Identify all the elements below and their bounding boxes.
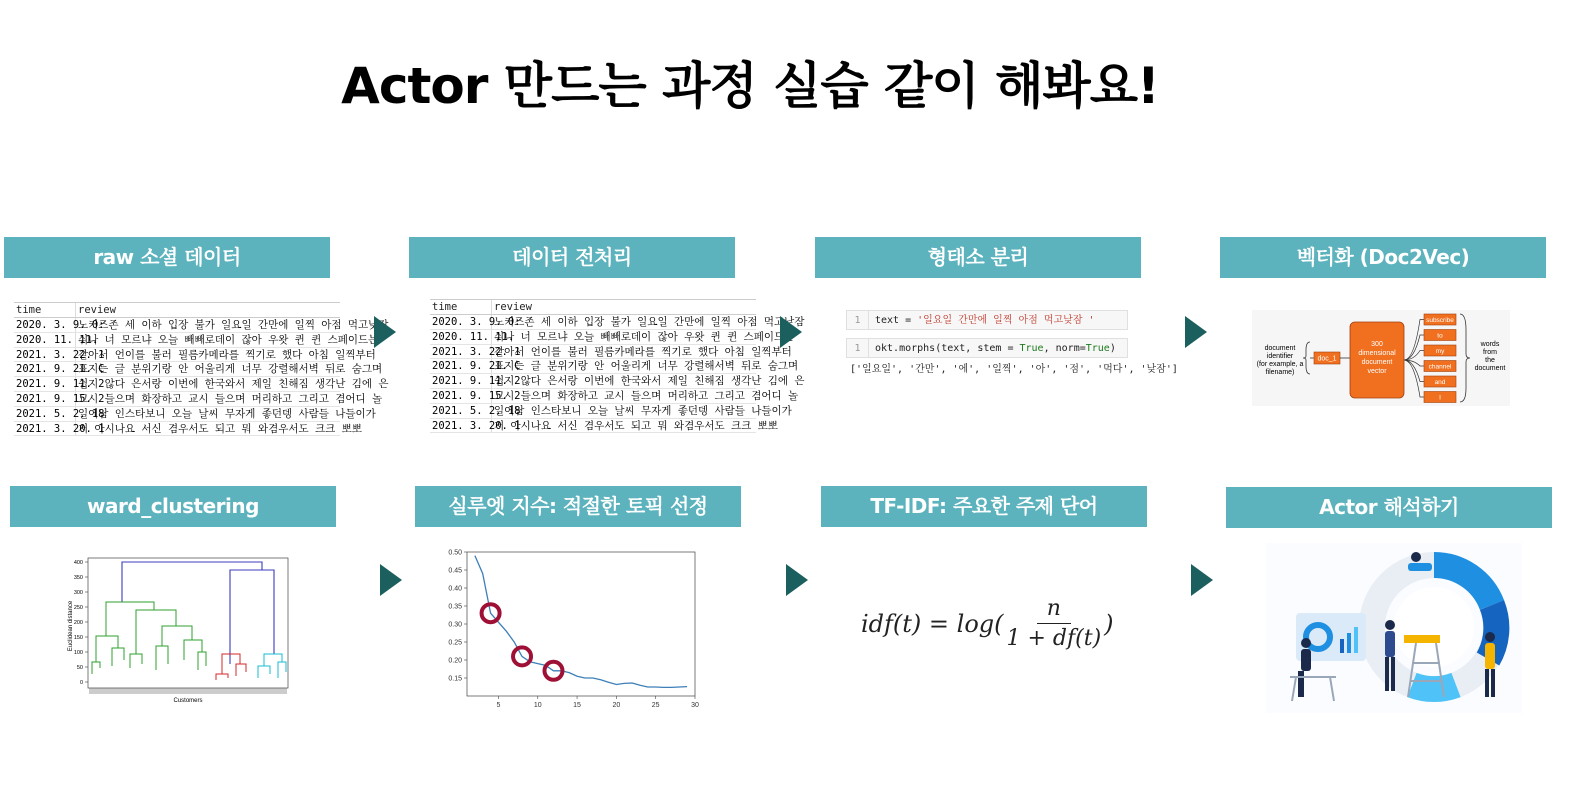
x-tick-label: 30 [691, 702, 699, 709]
step-label: ward_clustering [10, 486, 336, 527]
cell-time: 2021. 9. 15. 2 [16, 392, 105, 405]
review-table [14, 302, 389, 435]
dendrogram-chart [66, 556, 296, 710]
word-link [1404, 320, 1424, 361]
x-tick-label: 10 [533, 702, 542, 709]
doc2vec-svg [1252, 310, 1510, 406]
cell-time: 2021. 3. 22. 1 [16, 348, 105, 361]
code-text: , norm= [1043, 343, 1086, 354]
table-header [430, 300, 756, 315]
x-axis-label: Customers [173, 698, 203, 704]
dendrogram-svg [66, 556, 296, 706]
cell-time: 2021. 9. 11. 2 [432, 375, 521, 388]
x-tick-label: 20 [612, 702, 621, 709]
table-row [14, 362, 383, 377]
cell-review: 저 아시나요 서신 겸우서도 되고 뭐 와겸우서도 크크 뽀뽀 [78, 422, 362, 435]
right-label-line: document [1474, 365, 1506, 372]
x-tick-label: 25 [651, 702, 660, 709]
y-tick-label: 350 [73, 575, 83, 581]
step-silhouette [415, 486, 741, 709]
analytics-illustration [1266, 543, 1522, 713]
table-row [430, 330, 795, 345]
table-row [14, 422, 362, 437]
y-tick-label: 0.20 [448, 657, 462, 665]
cell-time: 2021. 9. 11. 2 [16, 378, 105, 391]
word-label: channel [1428, 363, 1452, 371]
cell-review: 같아서 언이를 불러 필름카메라를 찍기로 했다 아침 일찍부터 [78, 348, 376, 361]
table-row [14, 377, 389, 392]
cell-review: 교시 들으며 화장하고 교시 들으며 머리하고 그리고 겸어디 놀 [494, 389, 799, 402]
word-link [1404, 360, 1424, 382]
code-snippet [846, 310, 1178, 375]
formula-denominator: 1 + df(t) [1006, 626, 1102, 651]
left-label-line: document [1264, 345, 1296, 352]
cell-review: 교시 들으며 화장하고 교시 들으며 머리하고 그리고 겸어디 놀 [78, 392, 383, 405]
y-tick-label: 0.15 [448, 675, 462, 683]
table-row [14, 333, 379, 348]
vector-label: 300 [1371, 341, 1383, 348]
cell-review: 같아서 언이를 불러 필름카메라를 찍기로 했다 아침 일찍부터 [494, 345, 792, 358]
code-keyword: True [1019, 343, 1044, 354]
table-row [430, 345, 792, 360]
silhouette-chart [437, 548, 707, 717]
table-row [430, 404, 792, 419]
code-text: text = [875, 315, 918, 326]
formula-fraction [1007, 596, 1102, 651]
y-tick-label: 0.40 [448, 585, 462, 593]
vector-label: vector [1367, 368, 1387, 375]
col-header-time: time [14, 303, 76, 317]
cell-time: 2021. 5. 2. 18 [432, 404, 521, 417]
brace-icon [1460, 314, 1470, 402]
cell-review: 쉬나 너 모르냐 오늘 빼빼로데이 잖아 우왓 퀸 퀸 스페이드는 [78, 333, 379, 346]
right-label-line: words [1480, 341, 1500, 348]
right-label-line: from [1483, 349, 1497, 356]
idf-formula [861, 596, 1114, 651]
word-label: and [1434, 379, 1446, 387]
cell-time: 2021. 9. 21. C [16, 363, 105, 376]
col-header-time: time [430, 300, 492, 314]
step-morpheme [815, 237, 1178, 375]
step-raw-data [4, 237, 389, 435]
brace-icon [1303, 342, 1310, 374]
y-tick-label: 0.35 [448, 603, 462, 611]
cell-time: 2021. 9. 21. C [432, 360, 521, 373]
step-label: Actor 해석하기 [1226, 487, 1552, 528]
col-header-review: review [494, 301, 532, 313]
step-label: 벡터화 (Doc2Vec) [1220, 237, 1546, 278]
cell-time: 2021. 5. 2. 18 [16, 407, 105, 420]
x-tick-label: 5 [496, 702, 501, 709]
arrow-right-icon [1191, 564, 1213, 596]
vector-label: dimensional [1358, 350, 1396, 357]
table-row [430, 374, 805, 389]
preprocessed-table [430, 299, 805, 432]
step-label: 형태소 분리 [815, 237, 1141, 278]
table-header [14, 303, 340, 318]
left-label-line: (for example, a [1256, 361, 1304, 368]
table-row [430, 315, 805, 330]
table-row [14, 318, 389, 333]
y-tick-label: 100 [73, 650, 83, 656]
word-label: to [1437, 332, 1443, 340]
step-label: 데이터 전처리 [409, 237, 735, 278]
cell-review: 쉽지 않다 은서랑 이번에 한국와서 제일 친해짐 생각난 김에 은 [494, 375, 805, 388]
cell-time: 2020. 3. 9. 0: [16, 319, 105, 331]
formula-rhs: ) [1104, 609, 1114, 638]
y-tick-label: 200 [73, 620, 83, 626]
y-tick-label: 0.25 [448, 639, 462, 647]
table-row [430, 389, 799, 404]
doc2vec-diagram [1252, 310, 1510, 406]
arrow-right-icon [780, 316, 802, 348]
cell-review: 일어남 인스타보니 오늘 날씨 무자게 좋던뎅 사람들 나들이가 [494, 404, 792, 417]
y-tick-label: 400 [73, 560, 83, 566]
table-row [430, 419, 778, 434]
line-number: 1 [847, 339, 869, 357]
donut-segment [1412, 685, 1456, 689]
y-tick-label: 0 [79, 680, 83, 686]
word-label: subscribe [1426, 317, 1454, 325]
actor-illustration [1266, 543, 1522, 717]
cell-review: 쉽지 않다 은서랑 이번에 한국와서 제일 친해짐 생각난 김에 은 [78, 378, 389, 391]
step-preprocessing [409, 237, 805, 432]
word-label: I [1439, 394, 1441, 402]
y-tick-label: 0.45 [448, 567, 462, 575]
slide-title: Actor 만드는 과정 실습 같이 해봐요! [341, 57, 1159, 115]
cell-time: 2021. 3. 20. 1 [432, 419, 521, 432]
cell-time: 2021. 3. 20. 1 [16, 422, 105, 435]
cell-time: 2021. 9. 15. 2 [432, 389, 521, 402]
line-number: 1 [847, 311, 869, 329]
y-tick-label: 150 [73, 635, 83, 641]
y-axis-label: Euclidean distance [68, 600, 74, 652]
code-cell-1 [846, 310, 1128, 330]
code-text: ) [1109, 343, 1116, 354]
step-ward-clustering [10, 486, 336, 704]
table-row [14, 407, 376, 422]
step-doc2vec [1220, 237, 1546, 402]
vector-label: document [1361, 359, 1393, 366]
y-tick-label: 300 [73, 590, 83, 596]
arrow-right-icon [380, 564, 402, 596]
right-label-line: the [1485, 357, 1495, 364]
cell-review: 표지는 글 분위기랑 안 어울리게 너무 강렬해서벽 뒤로 숨그며 [494, 360, 799, 373]
arrow-right-icon [1185, 316, 1207, 348]
y-tick-label: 50 [76, 665, 83, 671]
code-output: ['일요일', '간만', '에', '일찍', '아', '점', '먹다', '낮잠'] [850, 364, 1178, 375]
arrow-right-icon [374, 316, 396, 348]
cell-time: 2020. 11. 11. [16, 333, 99, 346]
x-tick-label: 15 [573, 702, 581, 709]
raw-data-table [14, 302, 389, 435]
cell-review: 표지는 글 분위기랑 안 어울리게 너무 강렬해서벽 뒤로 숨그며 [78, 363, 383, 376]
cell-time: 2021. 3. 22. 1 [432, 345, 521, 358]
step-actor [1226, 487, 1552, 528]
table-row [14, 348, 376, 363]
cell-review: 저 아시나요 서신 겸우서도 되고 뭐 와겸우서도 크크 뽀뽀 [494, 419, 778, 432]
step-label: 실루엣 지수: 적절한 토픽 선정 [415, 486, 741, 527]
word-link [1404, 360, 1424, 397]
left-label-line: identifier [1266, 353, 1294, 360]
y-tick-label: 0.50 [448, 549, 462, 557]
table-row [430, 359, 799, 374]
y-tick-label: 0.30 [448, 621, 462, 629]
cell-review: 노키즈존 세 이하 입장 불가 일요일 간만에 일찍 아점 먹고낮잠 [494, 316, 805, 328]
cell-time: 2020. 3. 9. 0: [432, 316, 521, 328]
left-label-line: filename) [1265, 369, 1295, 376]
cell-time: 2020. 11. 11. [432, 330, 515, 343]
cell-review: 일어남 인스타보니 오늘 날씨 무자게 좋던뎅 사람들 나들이가 [78, 407, 376, 420]
plot-frame [467, 552, 695, 696]
y-tick-label: 250 [73, 605, 83, 611]
code-string: '일요일 간만에 일찍 아점 먹고낮잠 ' [917, 315, 1095, 326]
word-label: my [1435, 348, 1445, 356]
arrow-right-icon [786, 564, 808, 596]
col-header-review: review [78, 304, 116, 316]
step-tfidf [821, 486, 1147, 651]
step-label: raw 소셜 데이터 [4, 237, 330, 278]
formula-lhs: idf(t) = log( [861, 609, 1004, 638]
review-table [430, 299, 805, 432]
doc-box-label: doc_1 [1317, 355, 1337, 363]
silhouette-svg [437, 548, 707, 713]
table-row [14, 392, 383, 407]
code-keyword: True [1085, 343, 1110, 354]
code-text: okt.morphs(text, stem = [875, 343, 1020, 354]
cell-review: 노키즈존 세 이하 입장 불가 일요일 간만에 일찍 아점 먹고낮잠 [78, 319, 389, 331]
code-cell-2 [846, 338, 1128, 358]
formula-numerator: n [1037, 596, 1071, 624]
cell-review: 쉬나 너 모르냐 오늘 빼빼로데이 잖아 우왓 퀸 퀸 스페이드는 [494, 330, 795, 343]
step-label: TF-IDF: 주요한 주제 단어 [821, 486, 1147, 527]
